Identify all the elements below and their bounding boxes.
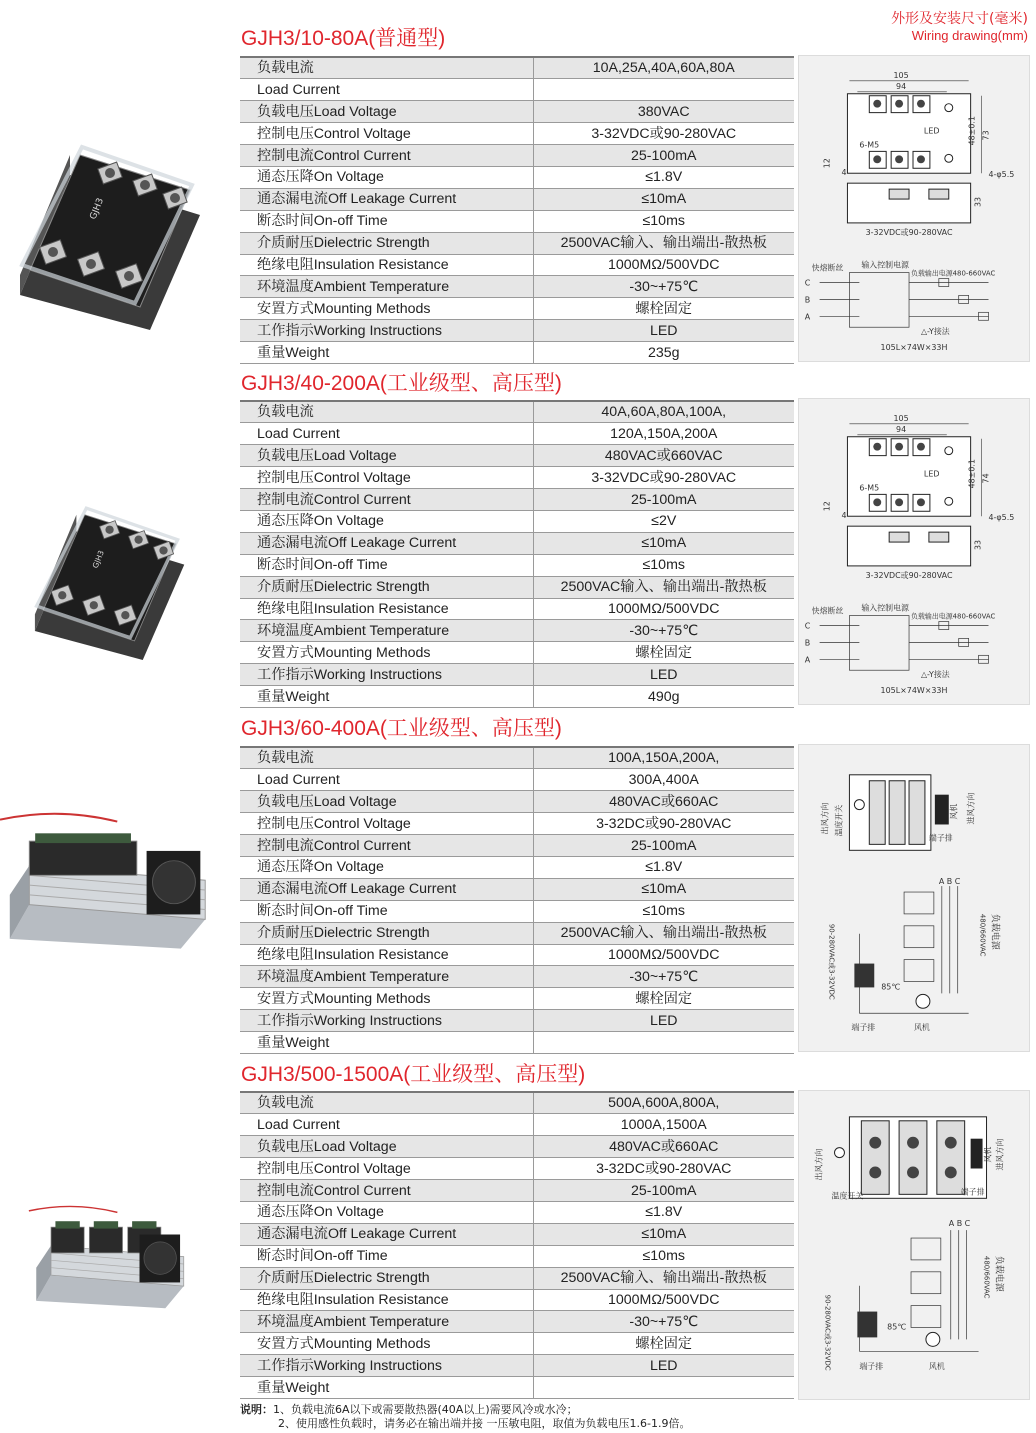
- spec-label: 重量Weight: [240, 1377, 533, 1399]
- table-row: [240, 966, 794, 988]
- svg-text:6-M5: 6-M5: [859, 140, 880, 150]
- spec-label: 控制电压Control Voltage: [240, 813, 533, 835]
- table-row: [240, 123, 794, 145]
- svg-text:C: C: [964, 1219, 971, 1229]
- product-photo: [0, 95, 215, 330]
- spec-label: Load Current: [240, 423, 533, 445]
- svg-text:GJH3: GJH3: [88, 196, 107, 222]
- spec-label: 安置方式Mounting Methods: [240, 1333, 533, 1355]
- section-title: GJH3/500-1500A(工业级型、高压型): [241, 1063, 586, 1086]
- table-row: [240, 188, 794, 210]
- svg-text:C: C: [804, 278, 811, 288]
- table-row: [240, 276, 794, 298]
- spec-table: [240, 1091, 794, 1399]
- svg-text:B: B: [946, 877, 953, 887]
- table-row: [240, 944, 794, 966]
- spec-label: 安置方式Mounting Methods: [240, 642, 533, 664]
- svg-text:△-Y接法: △-Y接法: [920, 670, 950, 680]
- svg-text:输入控制电源: 输入控制电源: [861, 260, 909, 270]
- spec-label: 通态压降On Voltage: [240, 856, 533, 878]
- spec-value: 1000A,1500A: [533, 1114, 794, 1136]
- table-row: [240, 1311, 794, 1333]
- svg-text:出风方向: 出风方向: [814, 1148, 824, 1181]
- table-row: [240, 57, 794, 79]
- table-row: [240, 210, 794, 232]
- table-row: [240, 1180, 794, 1202]
- svg-text:94: 94: [896, 424, 907, 434]
- spec-value: 490g: [533, 686, 794, 708]
- svg-text:负载输出电源480-660VAC: 负载输出电源480-660VAC: [911, 612, 996, 621]
- table-row: [240, 445, 794, 467]
- spec-label: 通态压降On Voltage: [240, 510, 533, 532]
- svg-text:风机: 风机: [949, 803, 959, 820]
- spec-value: ≤10ms: [533, 1245, 794, 1267]
- spec-value: 3-32DC或90-280VAC: [533, 1158, 794, 1180]
- spec-value: 3-32VDC或90-280VAC: [533, 467, 794, 489]
- table-row: [240, 79, 794, 101]
- spec-value: ≤1.8V: [533, 1201, 794, 1223]
- svg-text:105: 105: [893, 413, 909, 423]
- table-row: [240, 1267, 794, 1289]
- table-row: [240, 254, 794, 276]
- table-row: [240, 1245, 794, 1267]
- spec-value: 2500VAC输入、输出端出-散热板: [533, 232, 794, 254]
- spec-label: 工作指示Working Instructions: [240, 1355, 533, 1377]
- svg-text:端子排: 端子排: [859, 1362, 884, 1372]
- svg-text:4-φ5.5: 4-φ5.5: [988, 170, 1015, 180]
- table-row: [240, 878, 794, 900]
- svg-text:33: 33: [973, 196, 983, 208]
- table-row: [240, 401, 794, 423]
- spec-label: 环境温度Ambient Temperature: [240, 1311, 533, 1333]
- spec-value: 1000MΩ/500VDC: [533, 1289, 794, 1311]
- spec-label: 通态漏电流Off Leakage Current: [240, 878, 533, 900]
- svg-text:进风方向: 进风方向: [966, 792, 976, 825]
- svg-text:出风方向: 出风方向: [820, 802, 830, 835]
- spec-value: 300A,400A: [533, 769, 794, 791]
- table-row: [240, 598, 794, 620]
- spec-label: 工作指示Working Instructions: [240, 664, 533, 686]
- wiring-drawing: [798, 744, 1030, 1052]
- spec-value: 25-100mA: [533, 145, 794, 167]
- spec-label: 负载电流: [240, 57, 533, 79]
- spec-label: 绝缘电阻Insulation Resistance: [240, 598, 533, 620]
- note-2: 2、使用感性负载时，请务必在输出端并接 一压敏电阻，取值为负载电压1.6-1.9倍。: [278, 1417, 691, 1430]
- table-row: [240, 298, 794, 320]
- spec-value: 25-100mA: [533, 1180, 794, 1202]
- table-row: [240, 620, 794, 642]
- spec-value: 1000MΩ/500VDC: [533, 598, 794, 620]
- table-row: [240, 342, 794, 364]
- spec-label: 绝缘电阻Insulation Resistance: [240, 944, 533, 966]
- wiring-drawing: [798, 1090, 1030, 1400]
- spec-value: -30~+75℃: [533, 1311, 794, 1333]
- spec-label: 断态时间On-off Time: [240, 1245, 533, 1267]
- table-row: [240, 145, 794, 167]
- svg-text:A: A: [948, 1219, 955, 1229]
- spec-value: 螺栓固定: [533, 298, 794, 320]
- svg-text:C: C: [954, 877, 961, 887]
- spec-value: LED: [533, 1355, 794, 1377]
- spec-label: 介质耐压Dielectric Strength: [240, 576, 533, 598]
- spec-value: 235g: [533, 342, 794, 364]
- spec-value: 2500VAC输入、输出端出-散热板: [533, 1267, 794, 1289]
- table-row: [240, 423, 794, 445]
- drawing-header: [891, 10, 1028, 44]
- table-row: [240, 1355, 794, 1377]
- spec-label: 重量Weight: [240, 342, 533, 364]
- svg-text:90-280VAC或3-32VDC: 90-280VAC或3-32VDC: [823, 1294, 832, 1371]
- spec-value: LED: [533, 664, 794, 686]
- table-row: [240, 791, 794, 813]
- svg-text:105: 105: [893, 70, 909, 80]
- svg-text:快熔断丝: 快熔断丝: [811, 263, 844, 273]
- table-row: [240, 1223, 794, 1245]
- svg-text:105L×74W×33H: 105L×74W×33H: [880, 686, 948, 696]
- svg-text:A: A: [938, 877, 945, 887]
- table-row: [240, 101, 794, 123]
- svg-text:风机: 风机: [914, 1023, 930, 1033]
- spec-value: ≤2V: [533, 510, 794, 532]
- notes: [240, 1403, 690, 1431]
- spec-label: 工作指示Working Instructions: [240, 320, 533, 342]
- spec-label: 重量Weight: [240, 686, 533, 708]
- table-row: [240, 320, 794, 342]
- svg-text:480/660VAC: 480/660VAC: [978, 913, 987, 957]
- svg-text:端子排: 端子排: [851, 1023, 876, 1033]
- svg-text:3-32VDC或90-280VAC: 3-32VDC或90-280VAC: [865, 570, 953, 580]
- spec-value: 螺栓固定: [533, 988, 794, 1010]
- product-photo: [0, 465, 215, 660]
- spec-value: 1000MΩ/500VDC: [533, 944, 794, 966]
- table-row: [240, 856, 794, 878]
- table-row: [240, 922, 794, 944]
- note-1: 1、负载电流6A以下或需要散热器(40A以上)需要风冷或水冷；: [273, 1403, 578, 1416]
- svg-text:负载电源: 负载电源: [993, 1255, 1004, 1292]
- spec-label: 控制电压Control Voltage: [240, 123, 533, 145]
- svg-text:12: 12: [822, 158, 832, 169]
- spec-label: 控制电流Control Current: [240, 145, 533, 167]
- svg-text:3-32VDC或90-280VAC: 3-32VDC或90-280VAC: [865, 227, 953, 237]
- spec-value: 螺栓固定: [533, 642, 794, 664]
- spec-label: 环境温度Ambient Temperature: [240, 276, 533, 298]
- spec-value: [533, 1032, 794, 1054]
- svg-text:A: A: [804, 655, 811, 665]
- spec-value: ≤10mA: [533, 188, 794, 210]
- svg-text:90-280VAC或3-32VDC: 90-280VAC或3-32VDC: [827, 923, 836, 1000]
- spec-value: 380VAC: [533, 101, 794, 123]
- table-row: [240, 686, 794, 708]
- wiring-drawing: [798, 55, 1030, 362]
- spec-label: 控制电压Control Voltage: [240, 467, 533, 489]
- spec-value: LED: [533, 320, 794, 342]
- spec-table: [240, 400, 794, 708]
- spec-label: 负载电流: [240, 401, 533, 423]
- spec-value: ≤10mA: [533, 1223, 794, 1245]
- spec-label: 重量Weight: [240, 1032, 533, 1054]
- table-row: [240, 576, 794, 598]
- svg-text:进风方向: 进风方向: [995, 1138, 1005, 1171]
- table-row: [240, 747, 794, 769]
- spec-label: Load Current: [240, 769, 533, 791]
- table-row: [240, 1114, 794, 1136]
- spec-label: 断态时间On-off Time: [240, 900, 533, 922]
- spec-value: 25-100mA: [533, 489, 794, 511]
- section-title: GJH3/40-200A(工业级型、高压型): [241, 372, 562, 395]
- table-row: [240, 900, 794, 922]
- spec-value: ≤10mA: [533, 878, 794, 900]
- product-photo: [0, 810, 215, 970]
- table-row: [240, 1092, 794, 1114]
- svg-text:85℃: 85℃: [881, 982, 901, 992]
- table-row: [240, 1158, 794, 1180]
- svg-text:△-Y接法: △-Y接法: [920, 327, 950, 337]
- spec-value: [533, 1377, 794, 1399]
- svg-text:6-M5: 6-M5: [859, 483, 880, 493]
- table-row: [240, 813, 794, 835]
- spec-value: 3-32VDC或90-280VAC: [533, 123, 794, 145]
- spec-label: 环境温度Ambient Temperature: [240, 620, 533, 642]
- svg-text:12: 12: [822, 501, 832, 512]
- spec-value: 120A,150A,200A: [533, 423, 794, 445]
- svg-text:LED: LED: [923, 126, 940, 136]
- svg-text:480/660VAC: 480/660VAC: [982, 1255, 991, 1299]
- spec-value: ≤10ms: [533, 554, 794, 576]
- svg-text:48±0.1: 48±0.1: [967, 459, 977, 489]
- svg-text:73: 73: [981, 130, 991, 141]
- spec-label: 安置方式Mounting Methods: [240, 988, 533, 1010]
- svg-text:输入控制电源: 输入控制电源: [861, 603, 909, 613]
- spec-label: 负载电压Load Voltage: [240, 445, 533, 467]
- spec-label: 安置方式Mounting Methods: [240, 298, 533, 320]
- svg-text:4: 4: [841, 511, 847, 521]
- svg-text:4: 4: [841, 168, 847, 178]
- spec-value: 480VAC或660AC: [533, 1136, 794, 1158]
- spec-label: 负载电压Load Voltage: [240, 1136, 533, 1158]
- spec-label: 介质耐压Dielectric Strength: [240, 1267, 533, 1289]
- spec-label: 通态漏电流Off Leakage Current: [240, 188, 533, 210]
- svg-text:48±0.1: 48±0.1: [967, 116, 977, 146]
- svg-text:B: B: [956, 1219, 963, 1229]
- spec-value: 螺栓固定: [533, 1333, 794, 1355]
- spec-value: 25-100mA: [533, 835, 794, 857]
- section-title: GJH3/10-80A(普通型): [241, 27, 446, 50]
- svg-text:温度开关: 温度开关: [831, 1191, 864, 1201]
- svg-text:74: 74: [981, 473, 991, 484]
- svg-text:端子排: 端子排: [928, 833, 953, 843]
- table-row: [240, 1032, 794, 1054]
- spec-value: 10A,25A,40A,60A,80A: [533, 57, 794, 79]
- spec-value: ≤1.8V: [533, 166, 794, 188]
- spec-label: 工作指示Working Instructions: [240, 1010, 533, 1032]
- svg-text:4-φ5.5: 4-φ5.5: [988, 513, 1015, 523]
- spec-label: 绝缘电阻Insulation Resistance: [240, 254, 533, 276]
- table-row: [240, 1377, 794, 1399]
- table-row: [240, 1333, 794, 1355]
- table-row: [240, 769, 794, 791]
- spec-label: 断态时间On-off Time: [240, 554, 533, 576]
- table-row: [240, 988, 794, 1010]
- spec-label: 介质耐压Dielectric Strength: [240, 922, 533, 944]
- spec-value: ≤10ms: [533, 210, 794, 232]
- spec-value: 40A,60A,80A,100A,: [533, 401, 794, 423]
- drawing-header-zh: 外形及安装尺寸(毫米): [891, 11, 1028, 27]
- spec-value: 3-32DC或90-280VAC: [533, 813, 794, 835]
- spec-label: 通态漏电流Off Leakage Current: [240, 532, 533, 554]
- svg-text:负载电源: 负载电源: [989, 913, 1000, 950]
- svg-text:负载输出电源480-660VAC: 负载输出电源480-660VAC: [911, 269, 996, 278]
- svg-text:温度开关: 温度开关: [834, 804, 844, 837]
- spec-label: 控制电流Control Current: [240, 835, 533, 857]
- table-row: [240, 554, 794, 576]
- spec-value: [533, 79, 794, 101]
- spec-label: Load Current: [240, 79, 533, 101]
- svg-text:端子排: 端子排: [960, 1187, 985, 1197]
- svg-text:C: C: [804, 621, 811, 631]
- spec-label: 绝缘电阻Insulation Resistance: [240, 1289, 533, 1311]
- spec-value: 480VAC或660VAC: [533, 445, 794, 467]
- svg-text:GJH3: GJH3: [90, 549, 106, 570]
- svg-text:LED: LED: [923, 469, 940, 479]
- table-row: [240, 510, 794, 532]
- svg-text:33: 33: [973, 539, 983, 551]
- spec-label: 断态时间On-off Time: [240, 210, 533, 232]
- svg-text:快熔断丝: 快熔断丝: [811, 606, 844, 616]
- table-row: [240, 664, 794, 686]
- spec-label: 控制电压Control Voltage: [240, 1158, 533, 1180]
- spec-value: -30~+75℃: [533, 276, 794, 298]
- notes-label: 说明：: [240, 1403, 273, 1416]
- table-row: [240, 532, 794, 554]
- table-row: [240, 1010, 794, 1032]
- spec-label: 负载电压Load Voltage: [240, 791, 533, 813]
- spec-value: -30~+75℃: [533, 620, 794, 642]
- spec-value: 100A,150A,200A,: [533, 747, 794, 769]
- spec-label: 控制电流Control Current: [240, 1180, 533, 1202]
- table-row: [240, 232, 794, 254]
- spec-label: 负载电压Load Voltage: [240, 101, 533, 123]
- table-row: [240, 166, 794, 188]
- spec-value: 500A,600A,800A,: [533, 1092, 794, 1114]
- svg-text:风机: 风机: [928, 1362, 945, 1372]
- table-row: [240, 1201, 794, 1223]
- table-row: [240, 642, 794, 664]
- spec-value: ≤10ms: [533, 900, 794, 922]
- spec-value: 2500VAC输入、输出端出-散热板: [533, 922, 794, 944]
- wiring-drawing: [798, 398, 1030, 705]
- spec-label: 通态漏电流Off Leakage Current: [240, 1223, 533, 1245]
- spec-value: 2500VAC输入、输出端出-散热板: [533, 576, 794, 598]
- section-title: GJH3/60-400A(工业级型、高压型): [241, 717, 562, 740]
- spec-label: 控制电流Control Current: [240, 489, 533, 511]
- svg-text:B: B: [804, 295, 811, 305]
- spec-label: 介质耐压Dielectric Strength: [240, 232, 533, 254]
- spec-value: ≤10mA: [533, 532, 794, 554]
- svg-text:85℃: 85℃: [887, 1322, 907, 1332]
- svg-text:风机: 风机: [983, 1146, 993, 1163]
- spec-label: 负载电流: [240, 1092, 533, 1114]
- spec-table: [240, 746, 794, 1054]
- table-row: [240, 1289, 794, 1311]
- table-row: [240, 1136, 794, 1158]
- spec-label: 负载电流: [240, 747, 533, 769]
- spec-label: 通态压降On Voltage: [240, 166, 533, 188]
- svg-text:B: B: [804, 638, 811, 648]
- table-row: [240, 835, 794, 857]
- spec-label: Load Current: [240, 1114, 533, 1136]
- svg-text:94: 94: [896, 81, 907, 91]
- spec-label: 环境温度Ambient Temperature: [240, 966, 533, 988]
- spec-value: -30~+75℃: [533, 966, 794, 988]
- spec-value: LED: [533, 1010, 794, 1032]
- spec-value: ≤1.8V: [533, 856, 794, 878]
- svg-text:105L×74W×33H: 105L×74W×33H: [880, 343, 948, 353]
- svg-text:A: A: [804, 312, 811, 322]
- spec-label: 通态压降On Voltage: [240, 1201, 533, 1223]
- product-photo: [0, 1205, 220, 1323]
- table-row: [240, 467, 794, 489]
- spec-value: 1000MΩ/500VDC: [533, 254, 794, 276]
- table-row: [240, 489, 794, 511]
- drawing-header-en: Wiring drawing(mm): [911, 28, 1028, 43]
- spec-table: [240, 56, 794, 364]
- spec-value: 480VAC或660AC: [533, 791, 794, 813]
